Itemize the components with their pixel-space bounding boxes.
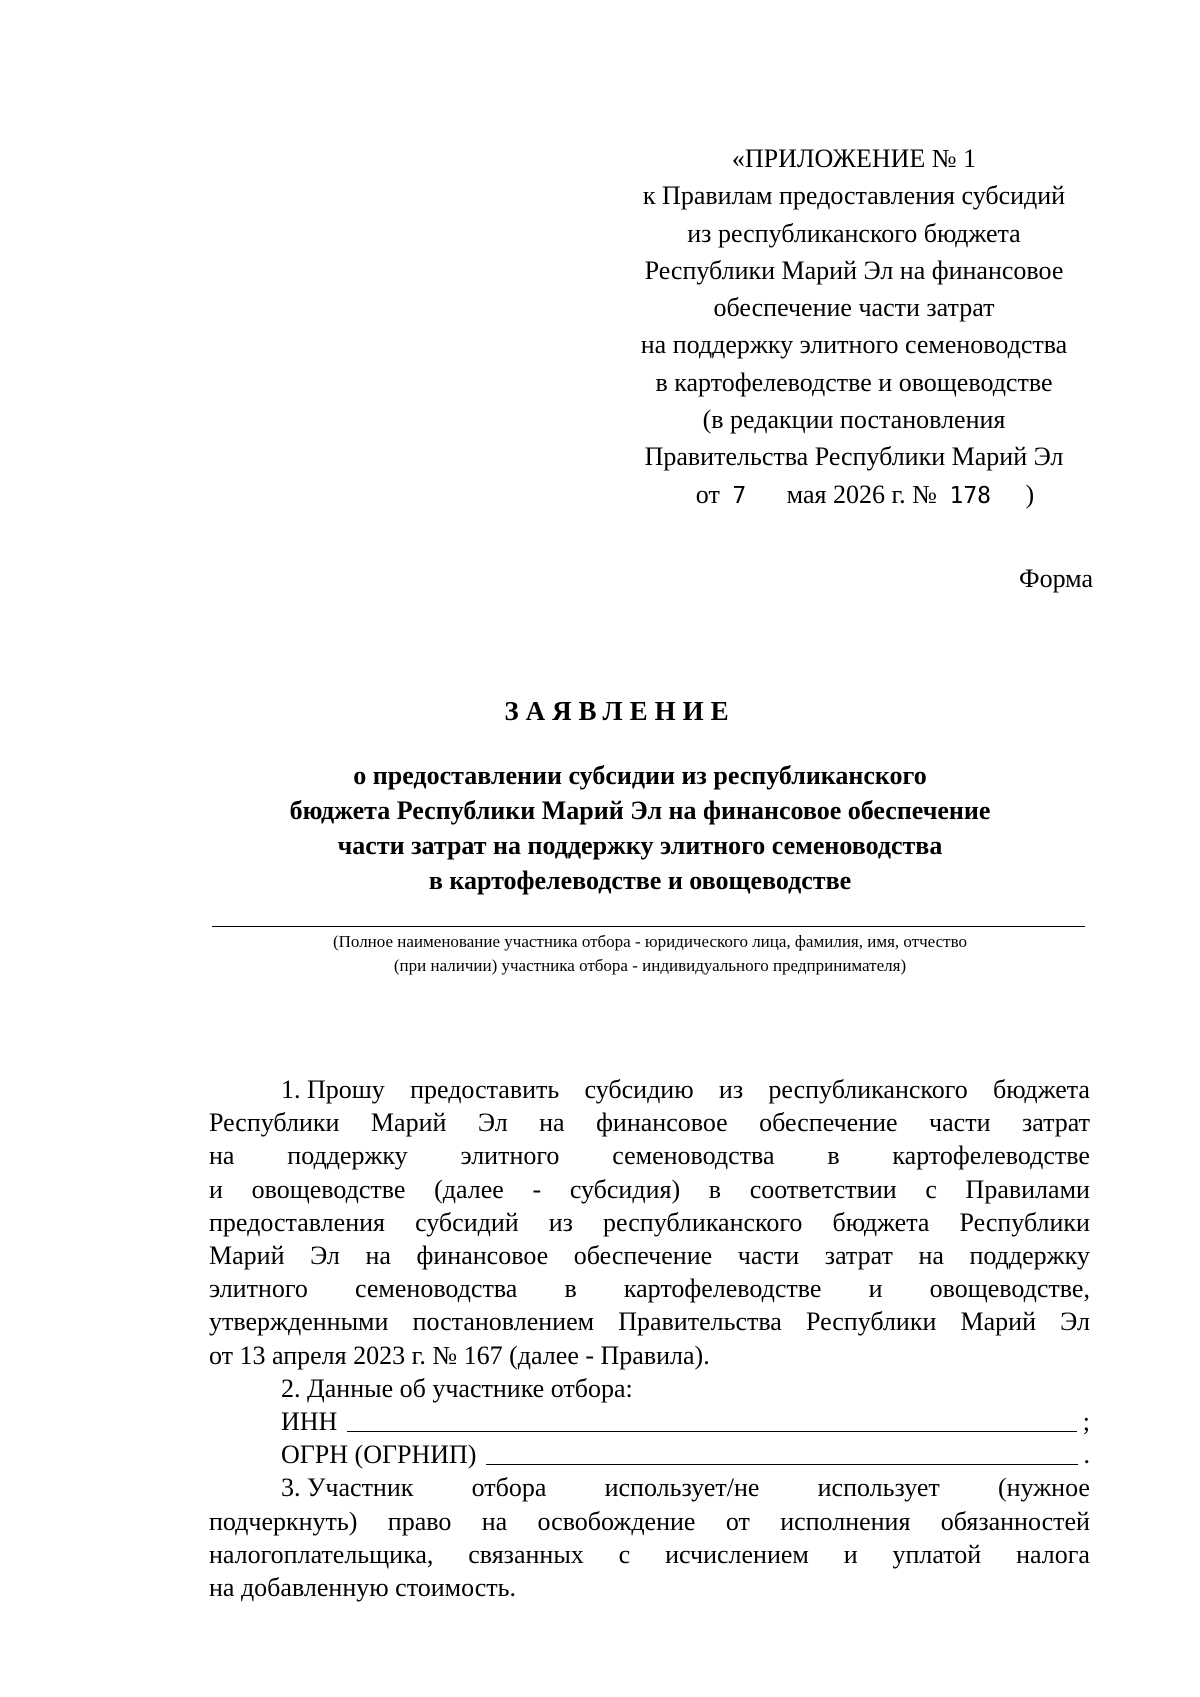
word: Республики (805, 1307, 937, 1337)
word: исполнения (780, 1506, 911, 1536)
word: исчислением (665, 1539, 809, 1569)
subtitle-line: бюджета Республики Марий Эл на финансовое обеспечение (289, 796, 991, 825)
ogrn-label: ОГРН (ОГРНИП) (281, 1440, 477, 1470)
word: налога (1016, 1539, 1090, 1569)
word: с (618, 1539, 631, 1569)
word: на (539, 1108, 565, 1138)
word: соответствии (749, 1174, 897, 1204)
word: в (564, 1274, 577, 1304)
word: Марий (209, 1241, 285, 1271)
word: Правилами (965, 1174, 1090, 1204)
inn-end: ; (1082, 1407, 1090, 1437)
participant-name-caption (200, 930, 1100, 978)
word: Эл (1060, 1307, 1090, 1337)
appendix-line: Республики Марий Эл на финансовое (644, 255, 1064, 285)
participant-name-field-line (212, 926, 1085, 927)
word: (нужное (997, 1473, 1090, 1503)
word: связанных (468, 1539, 584, 1569)
word: обязанностей (940, 1506, 1090, 1536)
word: республиканского (603, 1207, 803, 1237)
word: части (929, 1108, 991, 1138)
word: поддержку (969, 1241, 1090, 1271)
word: части (737, 1241, 800, 1271)
ogrn-end: . (1083, 1440, 1090, 1470)
word: использует/не (604, 1473, 760, 1503)
appendix-line: «ПРИЛОЖЕНИЕ № 1 (731, 144, 977, 173)
word: в (827, 1141, 840, 1171)
word: Республики (959, 1207, 1090, 1237)
word: право (387, 1506, 452, 1536)
para1-line-4 (209, 1173, 1090, 1206)
appendix-line: обеспечение части затрат (713, 293, 995, 323)
word: на (209, 1141, 235, 1171)
word: и (868, 1274, 883, 1304)
word: Эл (477, 1108, 508, 1138)
word: субсидию (584, 1075, 694, 1104)
word: поддержку (287, 1141, 408, 1171)
word: - (532, 1174, 542, 1204)
word: республиканского (768, 1075, 968, 1104)
para3-line-1 (209, 1471, 1090, 1504)
closing-paren: ) (1025, 479, 1035, 509)
date-month-year: мая 2026 г. № (786, 479, 937, 509)
word: на (365, 1241, 391, 1271)
word: финансовое (416, 1241, 549, 1271)
word: утвержденными (209, 1307, 389, 1337)
word: субсидия) (569, 1174, 681, 1204)
para1-line-2 (209, 1106, 1090, 1139)
word: овощеводстве (251, 1174, 406, 1204)
word: 1. Прошу (281, 1075, 385, 1104)
word: на (918, 1241, 944, 1271)
document-title: ЗАЯВЛЕНИЕ (504, 696, 736, 726)
word: использует (817, 1473, 940, 1503)
para2-heading: 2. Данные об участнике отбора: (281, 1373, 633, 1403)
inn-row (209, 1405, 1090, 1438)
word: от (725, 1506, 750, 1536)
appendix-date-line (588, 476, 1120, 515)
ogrn-row (209, 1438, 1090, 1471)
word: постановлением (412, 1307, 595, 1337)
word: финансовое (596, 1108, 728, 1138)
subtitle-line: части затрат на поддержку элитного семеноводства (337, 831, 943, 860)
para1-line-1 (209, 1073, 1090, 1106)
inn-label: ИНН (281, 1407, 338, 1437)
word: Марий (960, 1307, 1037, 1337)
word: налогоплательщика, (209, 1539, 434, 1569)
document-body (209, 1073, 1090, 1604)
subtitle-line: в картофелеводстве и овощеводстве (428, 866, 852, 895)
word: бюджета (993, 1075, 1090, 1104)
word: в (708, 1174, 722, 1204)
word: обеспечение (759, 1108, 898, 1138)
word: и (843, 1539, 858, 1569)
caption-line: (Полное наименование участника отбора - юридического лица, фамилия, имя, отчество (332, 932, 968, 951)
date-day: 7 (732, 482, 747, 509)
word: уплатой (892, 1539, 982, 1569)
word: затрат (824, 1241, 893, 1271)
word: картофелеводстве (623, 1274, 822, 1304)
para1-line-8 (209, 1305, 1090, 1338)
subtitle-line: о предоставлении субсидии из республиканского (353, 761, 927, 790)
para1-line-3 (209, 1139, 1090, 1172)
word: картофелеводстве (892, 1141, 1090, 1171)
word: из (718, 1075, 744, 1104)
word: субсидий (415, 1207, 519, 1237)
para1-line-9: от 13 апреля 2023 г. № 167 (далее - Правила). (209, 1340, 710, 1370)
para3-line-2 (209, 1505, 1090, 1538)
inn-input-line[interactable] (347, 1405, 1076, 1432)
caption-line: (при наличии) участника отбора - индивидуального предпринимателя) (393, 956, 907, 975)
word: освобождение (537, 1506, 696, 1536)
word: семеноводства (612, 1141, 775, 1171)
para3-line-3 (209, 1538, 1090, 1571)
appendix-line: в картофелеводстве и овощеводстве (655, 367, 1053, 397)
word: элитного (209, 1274, 308, 1304)
appendix-line: (в редакции постановления (702, 405, 1006, 435)
word: элитного (460, 1141, 560, 1171)
date-prefix: от (695, 479, 720, 509)
word: обеспечение (573, 1241, 713, 1271)
word: на (481, 1506, 508, 1536)
word: предоставить (410, 1075, 560, 1104)
appendix-line: на поддержку элитного семеноводства (640, 330, 1068, 360)
word: Эл (310, 1241, 340, 1271)
para3-line-4: на добавленную стоимость. (209, 1573, 516, 1603)
word: бюджета (832, 1207, 930, 1237)
word: предоставления (209, 1207, 385, 1237)
appendix-header (588, 140, 1120, 515)
word: (далее (434, 1174, 504, 1204)
appendix-line: из республиканского бюджета (687, 218, 1021, 248)
appendix-line: Правительства Республики Марий Эл (644, 442, 1064, 472)
word: подчеркнуть) (209, 1506, 358, 1536)
word: Марий (370, 1108, 447, 1138)
word: отбора (471, 1473, 547, 1503)
para1-line-5 (209, 1206, 1090, 1239)
appendix-line: к Правилам предоставления субсидий (642, 181, 1066, 211)
word: Правительства (618, 1307, 782, 1337)
word: затрат (1021, 1108, 1090, 1138)
word: с (925, 1174, 937, 1204)
word: из (548, 1207, 573, 1237)
para1-line-6 (209, 1239, 1090, 1272)
document-subtitle (200, 758, 1080, 898)
word: семеноводства (355, 1274, 518, 1304)
word: Республики (209, 1108, 340, 1138)
ogrn-input-line[interactable] (486, 1438, 1077, 1465)
word: 3. Участник (281, 1473, 414, 1503)
para1-line-7 (209, 1272, 1090, 1305)
word: овощеводстве, (929, 1274, 1090, 1304)
word: и (209, 1174, 223, 1204)
resolution-number: 178 (949, 482, 992, 509)
form-label: Форма (1019, 564, 1093, 593)
